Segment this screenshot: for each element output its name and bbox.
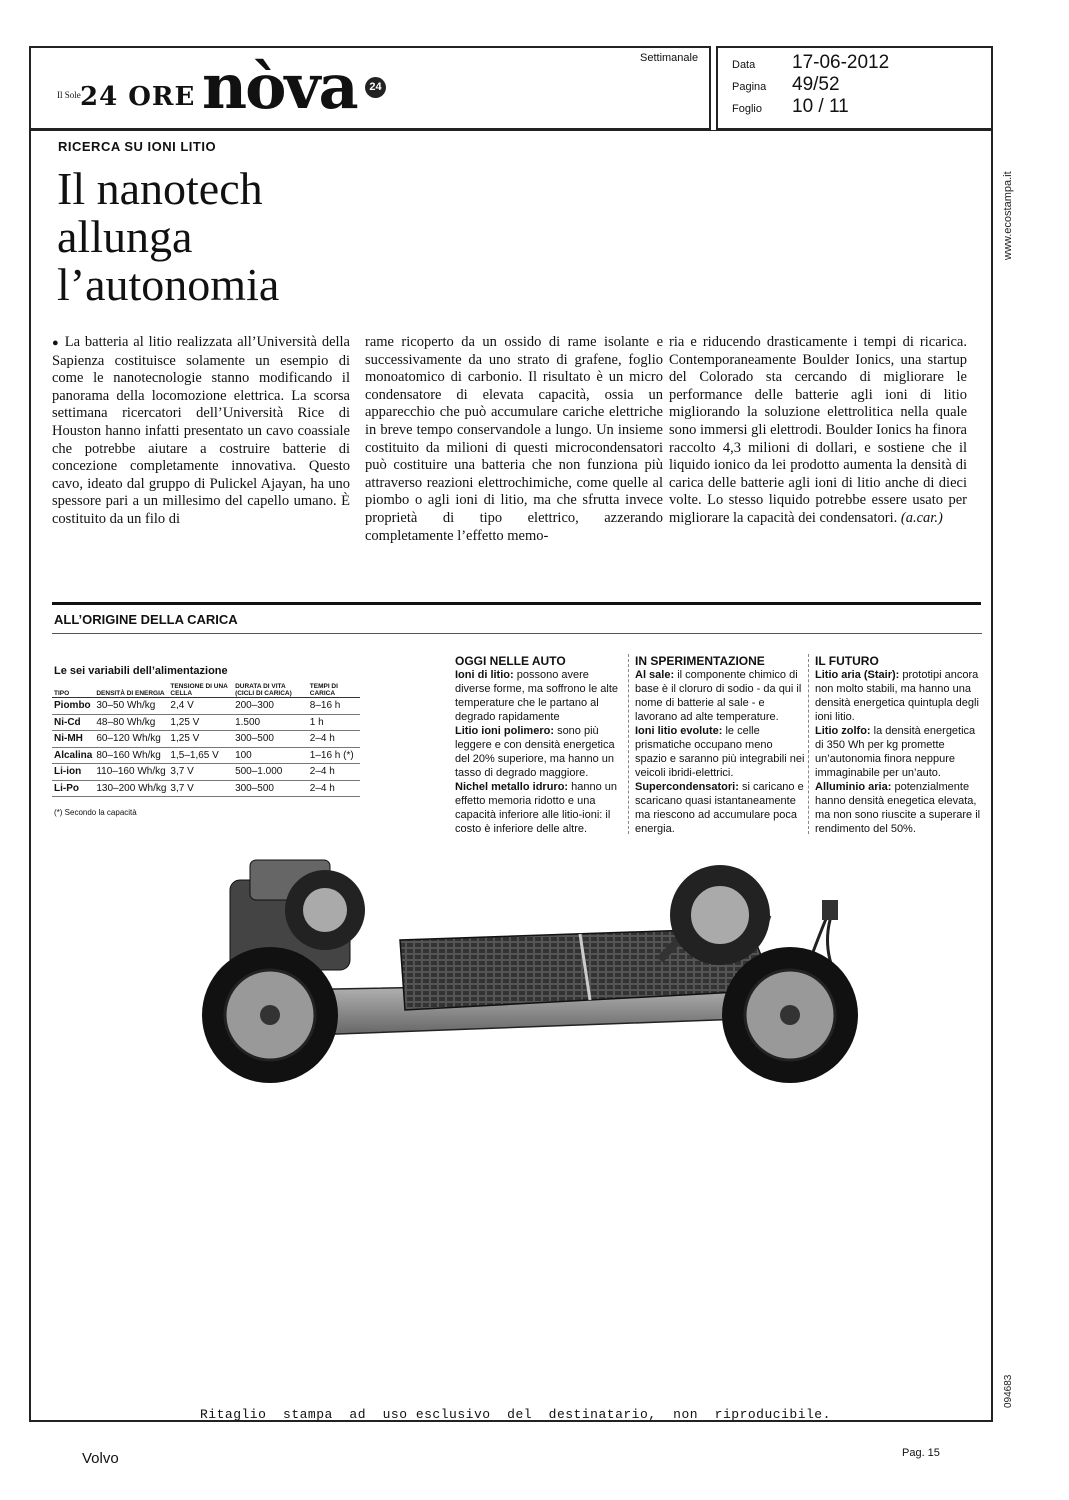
battery-type-cell: Alcalina <box>52 747 94 764</box>
table-cell: 3,7 V <box>168 780 233 797</box>
infobox-title: ALL’ORIGINE DELLA CARICA <box>54 612 238 627</box>
table-row <box>52 780 360 797</box>
table-row <box>52 764 360 781</box>
info-term: Ioni litio evolute: <box>635 725 723 737</box>
info-item <box>635 668 805 724</box>
headline-line: l’autonomia <box>57 259 280 310</box>
info-text: hanno un effetto memoria ridotto e una capacità inferiore alle litio-ioni: il costo è inferiore delle altre. <box>455 781 618 835</box>
table-cell: 1–16 h (*) <box>308 747 360 764</box>
table-header: TIPO <box>52 683 94 698</box>
clipping-disclaimer: Ritaglio stampa ad uso esclusivo del destinatario, non riproducibile. <box>200 1407 831 1422</box>
table-cell: 200–300 <box>233 698 308 715</box>
info-term: Ioni di litio: <box>455 669 514 681</box>
table-header: DURATA DI VITA (CICLI DI CARICA) <box>233 683 308 698</box>
info-item <box>635 780 805 836</box>
frequency-label: Settimanale <box>640 52 699 64</box>
info-item <box>455 724 627 780</box>
rear-top-wheel <box>670 865 770 965</box>
table-cell: 1.500 <box>233 714 308 731</box>
info-text: la densità energetica di 350 Wh per kg promette un’autonomia finora neppure immaginabile per un’auto. <box>815 725 976 779</box>
section-divider <box>52 602 981 605</box>
battery-type-cell: Piombo <box>52 698 94 715</box>
table-cell: 2–4 h <box>308 731 360 748</box>
meta-label: Pagina <box>732 81 767 93</box>
rear-wheel <box>722 947 858 1083</box>
info-term: Litio ioni polimero: <box>455 725 554 737</box>
table-cell: 2,4 V <box>168 698 233 715</box>
info-term: Supercondensatori: <box>635 781 739 793</box>
table-cell: 2–4 h <box>308 764 360 781</box>
table-cell: 30–50 Wh/kg <box>94 698 168 715</box>
headline-line: Il nanotech <box>57 163 263 214</box>
meta-label: Foglio <box>732 103 762 115</box>
info-item <box>455 668 627 724</box>
info-heading: OGGI NELLE AUTO <box>455 654 566 668</box>
table-header: TENSIONE DI UNA CELLA <box>168 683 233 698</box>
table-cell: 3,7 V <box>168 764 233 781</box>
table-cell: 1,25 V <box>168 714 233 731</box>
info-term: Nichel metallo idruro: <box>455 781 569 793</box>
info-text: possono avere diverse forme, ma soffrono le alte temperature che le partano al degrado rapidamente <box>455 669 619 723</box>
headline-line: allunga <box>57 211 193 262</box>
nova-logo: nòva <box>202 50 357 123</box>
title-underline <box>52 633 982 634</box>
battery-type-cell: Ni-Cd <box>52 714 94 731</box>
table-row <box>52 747 360 764</box>
info-text: potenzialmente hanno densità enegetica elevata, ma non sono riuscite a superare il rendimento del 50%. <box>815 781 981 835</box>
table-cell: 80–160 Wh/kg <box>94 747 168 764</box>
table-cell: 130–200 Wh/kg <box>94 780 168 797</box>
column-text: ria e riducendo drasticamente i tempi di ricarica. Contemporaneamente Boulder Ionics, una startup del Colorado sta cercando di migliorare le performance delle batterie agli ioni di litio migliorando la soluzione elettrolitica nella quale sono immersi gli elettrodi. Boulder Ionics ha finora raccolto 4,3 milioni di dollari, e sostiene che il liquido ionico da lei prodotto aumenta la densità di carica delle batterie agli ioni di litio anche di dieci volte. Lo stesso liquido potrebbe essere usato per migliorare la capacità dei condensatori. <box>669 334 967 526</box>
table-cell: 300–500 <box>233 731 308 748</box>
nova-24-badge: 24 <box>365 77 386 98</box>
side-url-text: www.ecostampa.it <box>1002 171 1014 260</box>
table-header-row <box>52 683 360 698</box>
table-cell: 60–120 Wh/kg <box>94 731 168 748</box>
meta-row-page <box>732 74 982 96</box>
battery-type-cell: Ni-MH <box>52 731 94 748</box>
column-separator <box>808 654 809 834</box>
info-text: sono più leggere e con densità energetica del 20% superiore, ma hanno un tasso di degrado maggiore. <box>455 725 615 779</box>
table-row <box>52 698 360 715</box>
info-text: prototipi ancora non molto stabili, ma hanno una densità energetica quintupla degli ioni litio. <box>815 669 979 723</box>
info-item <box>815 780 985 836</box>
table-cell: 100 <box>233 747 308 764</box>
electric-car-chassis-illustration <box>190 840 890 1100</box>
table-row <box>52 731 360 748</box>
column-text: rame ricoperto da un ossido di rame isolante e successivamente da uno strato di grafene, foglio monoatomico di carbonio. Il risultato è un micro condensatore di elevata capacità, ossia un apparecchio che può accumulare cariche elettriche in breve tempo conservandole a lungo. Un insieme costituito da milioni di questi microcondensatori può costituire una batteria che non funziona più attraverso reazioni elettrochimiche, come quelle al piombo o agli ioni di litio, ma che sfrutta invece proprietà di tipo elettrico, azzerando completamente l’effetto memo- <box>365 334 663 544</box>
table-cell: 1,5–1,65 V <box>168 747 233 764</box>
info-term: Litio zolfo: <box>815 725 871 737</box>
meta-value: 17-06-2012 <box>792 52 890 73</box>
info-item <box>815 724 985 780</box>
column-separator <box>628 654 629 834</box>
table-cell: 500–1.000 <box>233 764 308 781</box>
side-url-stamp <box>1000 150 1014 260</box>
table-header: DENSITÀ DI ENERGIA <box>94 683 168 698</box>
info-text: il componente chimico di base è il cloruro di sodio - da qui il nome di batterie al sale - e lavorano ad alte temperature. <box>635 669 802 723</box>
info-section-future <box>815 654 985 836</box>
info-heading: IL FUTURO <box>815 654 879 668</box>
info-term: Alluminio aria: <box>815 781 892 793</box>
front-top-wheel <box>285 870 365 950</box>
meta-value: 10 / 11 <box>792 96 849 117</box>
sole-small-label: Il Sole <box>57 90 81 100</box>
table-cell: 1 h <box>308 714 360 731</box>
table-cell: 48–80 Wh/kg <box>94 714 168 731</box>
article-column-2 <box>365 334 663 545</box>
side-code-text: 094683 <box>1003 1374 1014 1408</box>
info-term: Litio aria (Stair): <box>815 669 900 681</box>
info-section-today <box>455 654 627 836</box>
info-term: Al sale: <box>635 669 675 681</box>
table-cell: 1,25 V <box>168 731 233 748</box>
article-column-3 <box>669 334 967 528</box>
battery-type-cell: Li-ion <box>52 764 94 781</box>
sole-24-ore-logo: 24 ORE <box>80 82 196 112</box>
table-header: TEMPI DI CARICA <box>308 683 360 698</box>
battery-type-cell: Li-Po <box>52 780 94 797</box>
meta-value: 49/52 <box>792 74 840 95</box>
meta-row-date <box>732 52 982 74</box>
table-cell: 110–160 Wh/kg <box>94 764 168 781</box>
bullet-icon: ● <box>52 337 60 349</box>
table-title: Le sei variabili dell’alimentazione <box>54 665 228 677</box>
info-item <box>455 780 627 836</box>
article-headline <box>57 165 377 309</box>
article-signature: (a.car.) <box>900 509 943 526</box>
info-item <box>815 668 985 724</box>
table-row <box>52 714 360 731</box>
client-name: Volvo <box>82 1450 119 1467</box>
side-code-stamp <box>1000 1360 1014 1410</box>
meta-row-sheet <box>732 96 982 118</box>
battery-table <box>52 683 360 797</box>
info-text: le celle prismatiche occupano meno spazio e saranno più integrabili nei veicoli ibridi-elettrici. <box>635 725 805 779</box>
meta-block <box>732 52 982 118</box>
front-wheel <box>202 947 338 1083</box>
meta-label: Data <box>732 59 756 71</box>
info-item <box>635 724 805 780</box>
table-cell: 300–500 <box>233 780 308 797</box>
info-section-experimental <box>635 654 805 836</box>
info-text: si caricano e scaricano quasi istantaneamente ma riescono ad accumulare poca energia. <box>635 781 804 835</box>
table-cell: 2–4 h <box>308 780 360 797</box>
column-text: La batteria al litio realizzata all’Università della Sapienza costituisce solamente un esempio di come le nanotecnologie stanno modificando il panorama della locomozione elettrica. La scorsa settimana ricercatori dell’Università Rice di Houston hanno infatti presentato un cavo coassiale che potrebbe aiutare a costruire batterie di concezione completamente innovativa. Questo cavo, ideato dal gruppo di Pulickel Ajayan, ha uno spessore pari a un millesimo del capello umano. È costituito da un filo di <box>52 334 350 527</box>
table-footnote: (*) Secondo la capacità <box>54 808 137 817</box>
article-kicker: RICERCA SU IONI LITIO <box>58 139 217 154</box>
page-number: Pag. 15 <box>902 1447 940 1459</box>
table-cell: 8–16 h <box>308 698 360 715</box>
info-heading: IN SPERIMENTAZIONE <box>635 654 765 668</box>
article-column-1 <box>52 334 350 529</box>
